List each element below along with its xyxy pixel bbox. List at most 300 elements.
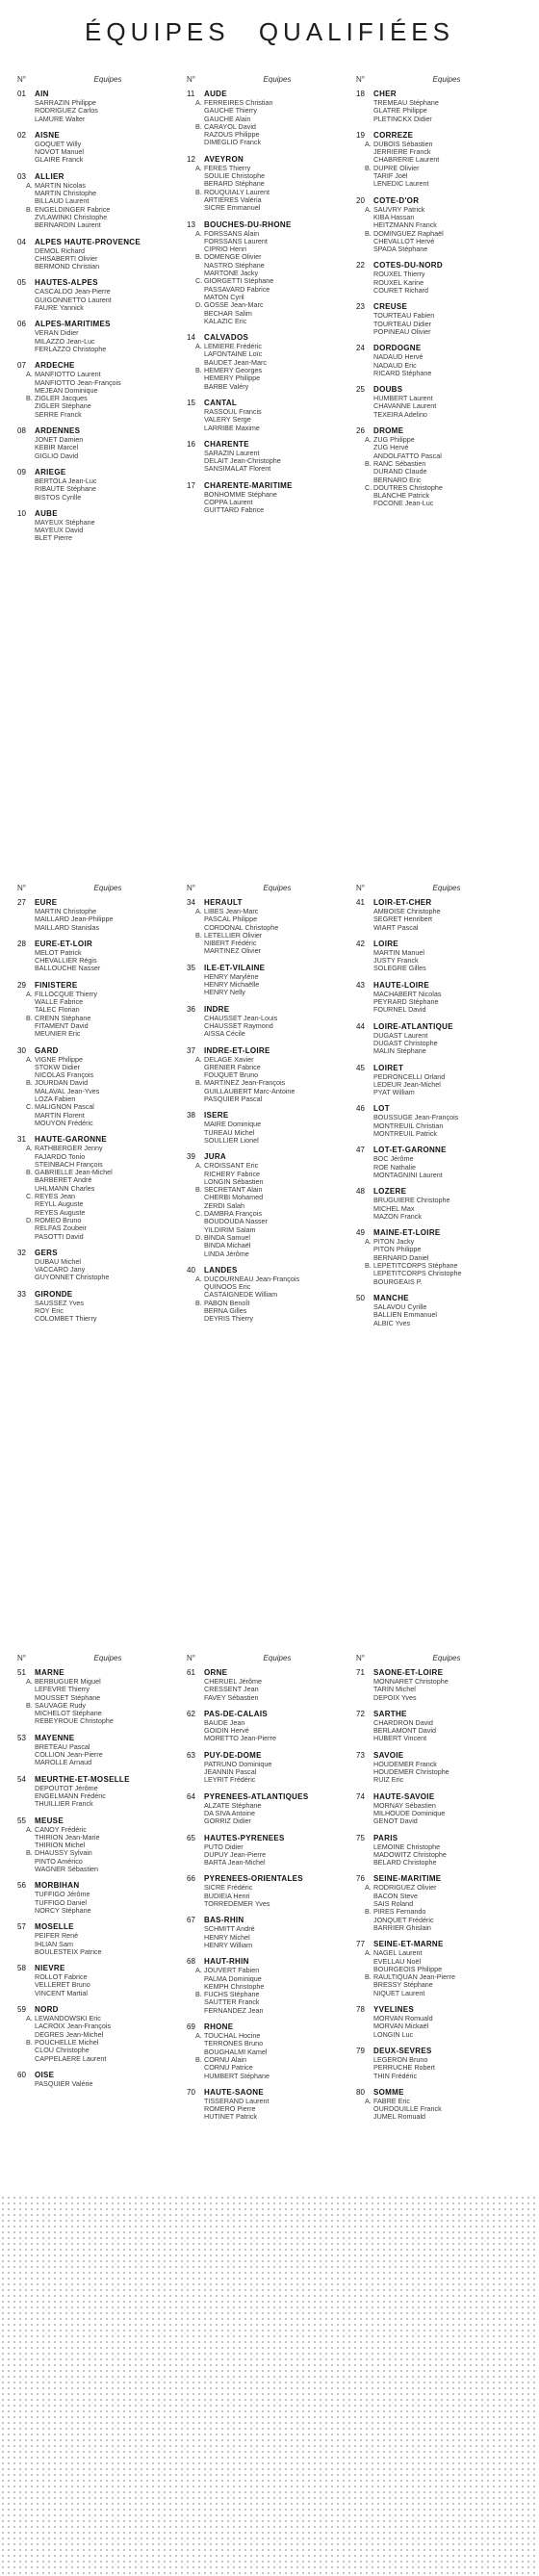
department-number: 66 [187, 1874, 195, 1884]
player-name-text: MONTREUIL Christian [373, 1121, 444, 1130]
team [373, 1761, 520, 1785]
department-number: 29 [17, 980, 26, 990]
player-name [373, 1073, 520, 1081]
team-letter: B. [365, 163, 372, 172]
department-number: 39 [187, 1152, 195, 1162]
department-entry [187, 1710, 350, 1743]
department-entry [17, 940, 181, 973]
department-entry [356, 2005, 520, 2039]
team-letter: A. [195, 1161, 202, 1171]
player-name [195, 342, 350, 351]
player-name-text: MAZON Franck [373, 1211, 422, 1221]
player-name [373, 1802, 520, 1810]
player-name-text: FITAMENT David [35, 1020, 89, 1030]
player-name [204, 425, 350, 432]
department-number: 16 [187, 439, 195, 449]
player-name-text: GOSSE Jean-Marc [204, 300, 264, 310]
department-number: 67 [187, 1916, 195, 1925]
team [204, 408, 350, 432]
player-name [35, 534, 181, 542]
page-title: ÉQUIPES QUALIFIÉES [85, 17, 454, 46]
department-name: LOT-ET-GARONNE [373, 1146, 447, 1155]
department-number: 63 [187, 1750, 195, 1760]
department-name: AIN [35, 90, 49, 98]
department-name: HAUT-RHIN [204, 1957, 249, 1967]
department-entry [17, 320, 181, 353]
player-name-text: DOMENGE Olivier [204, 252, 262, 262]
team-letter: A. [195, 342, 202, 351]
player-name [373, 370, 520, 377]
player-name [373, 99, 520, 107]
department-entry [356, 1064, 520, 1097]
player-name-text: MAILLARD Jean-Philippe [35, 914, 114, 924]
department-entry [187, 898, 350, 956]
department-name: ALPES-MARITIMES [35, 320, 111, 329]
team-letter: A. [26, 989, 33, 998]
player-name-text: HENRY Marylène [204, 971, 259, 981]
player-name [365, 204, 520, 214]
department-name: COTES-DU-NORD [373, 261, 443, 270]
department-name: SAVOIE [373, 1750, 404, 1760]
player-name-text: MARTIN Christophe [35, 907, 97, 915]
team [365, 1972, 520, 1997]
department-name: PYRENEES-ORIENTALES [204, 1874, 303, 1884]
player-name-text: TORREDEMER Yves [204, 1899, 270, 1909]
player-name [204, 989, 350, 996]
player-name [373, 1213, 520, 1221]
player-name [195, 300, 350, 310]
player-name-text: NASTRO Stéphane [204, 260, 265, 270]
player-name-text: LEFEVRE Thierry [35, 1685, 90, 1694]
department-name: HAUTES-PYRENEES [204, 1833, 285, 1842]
player-name-text: REYES Auguste [35, 1207, 86, 1217]
department-name: SEINE-MARITIME [373, 1874, 442, 1884]
team [26, 1078, 181, 1104]
team [35, 247, 181, 271]
player-name-text: JONET Damien [35, 435, 84, 445]
player-name-text: BONHOMME Stéphane [204, 489, 277, 499]
team [204, 1719, 350, 1743]
player-name-text: GIORGETTI Stéphane [204, 276, 274, 286]
player-name [35, 436, 181, 444]
player-name-text: FAURE Yannick [35, 303, 84, 313]
player-name-text: KEBIR Marcel [35, 443, 79, 452]
department-entry [356, 940, 520, 973]
team [373, 991, 520, 1015]
player-name [373, 1155, 520, 1163]
department-entry [187, 1668, 350, 1702]
player-name-text: RIBAUTE Stéphane [35, 484, 96, 494]
player-name-text: LETELLIER Olivier [204, 930, 263, 940]
header-teams-label: Equipes [432, 75, 461, 84]
player-name [373, 1089, 520, 1096]
header-number-label: N° [356, 884, 365, 892]
player-name-text: HEITZMANN Franck [373, 220, 437, 230]
team [373, 99, 520, 123]
player-name-text: BECHAR Salim [204, 308, 252, 318]
team-letter: B. [195, 366, 202, 375]
team [35, 1973, 181, 1997]
player-name-text: THIRION Michel [35, 1841, 86, 1850]
player-name [35, 1030, 181, 1038]
player-name [195, 187, 350, 196]
team-letter: B. [26, 1700, 33, 1710]
department-number: 13 [187, 219, 195, 229]
department-number: 30 [17, 1045, 26, 1055]
team [204, 1925, 350, 1949]
team-letter: A. [365, 1237, 372, 1247]
department-name: JURA [204, 1152, 226, 1162]
department-name: ARDENNES [35, 426, 81, 436]
player-name-text: MAYEUX Stéphane [35, 517, 95, 527]
team [26, 1677, 181, 1702]
header-number-label: N° [187, 75, 195, 84]
player-name-text: FUCHS Stéphane [204, 1990, 260, 1999]
department-entry [356, 344, 520, 377]
player-name [35, 247, 181, 255]
header-teams-label: Equipes [93, 884, 122, 892]
department-entry [356, 1792, 520, 1826]
department-entry [356, 1751, 520, 1785]
department-entry [187, 964, 350, 997]
team [373, 1032, 520, 1056]
team [195, 1078, 350, 1104]
player-name-text: HENRY Nelly [204, 988, 245, 997]
department-number: 53 [17, 1733, 26, 1742]
section-2 [17, 884, 526, 1335]
team [26, 370, 181, 395]
department-number: 45 [356, 1063, 365, 1072]
department-entry [17, 1290, 181, 1324]
player-name [204, 1095, 350, 1103]
department-number: 10 [17, 508, 26, 518]
player-name [373, 2031, 520, 2039]
team [35, 99, 181, 123]
team-letter: C. [365, 482, 372, 492]
player-name-text: NIBERT Frédéric [204, 939, 257, 948]
player-name-text: JERRIERE Franck [373, 147, 431, 157]
department-entry [17, 1046, 181, 1128]
player-name-text: DUBAU Michel [35, 1256, 81, 1266]
department-number: 61 [187, 1668, 195, 1677]
department-name: COTE-D'OR [373, 195, 420, 205]
department-number: 78 [356, 2005, 365, 2015]
player-name [204, 1900, 350, 1908]
department-entry [17, 278, 181, 312]
header-number-label: N° [17, 75, 26, 84]
player-name-text: JUSTY Franck [373, 956, 419, 966]
player-name [373, 245, 520, 253]
team [373, 353, 520, 377]
department-name: HAUTE-SAVOIE [373, 1791, 435, 1801]
player-name-text: MORVAN Romuald [373, 2014, 433, 2023]
player-name-text: CHABRERIE Laurent [373, 155, 440, 165]
player-name [373, 1761, 520, 1768]
team [195, 1298, 350, 1324]
department-number: 07 [17, 361, 26, 371]
player-name-text: COLLION Jean-Pierre [35, 1750, 103, 1760]
department-name: GARD [35, 1045, 59, 1055]
department-entry [187, 2022, 350, 2080]
team [26, 1054, 181, 1080]
department-name: CHARENTE-MARITIME [204, 480, 293, 490]
department-number: 54 [17, 1774, 26, 1784]
player-name [204, 506, 350, 514]
player-name [204, 1761, 350, 1768]
team [195, 1966, 350, 1991]
player-name-text: ROMEO Bruno [35, 1215, 82, 1224]
player-name-text: TEXEIRA Adelino [373, 409, 427, 419]
team-letter: B. [365, 1261, 372, 1271]
player-name [26, 370, 181, 379]
player-name [373, 353, 520, 361]
team-letter: B. [26, 394, 33, 403]
player-name-text: LAFONTAINE Loïc [204, 349, 263, 359]
player-name-text: BERNA Gilles [204, 1305, 247, 1315]
player-name-text: ROLLOT Fabrice [35, 1972, 88, 1982]
player-name [35, 329, 181, 337]
department-name: ILE-ET-VILAINE [204, 963, 266, 972]
team [35, 436, 181, 460]
department-entry [356, 385, 520, 419]
department-name: AUBE [35, 508, 58, 518]
player-name [365, 1948, 520, 1958]
team [35, 1300, 181, 1324]
team [35, 519, 181, 543]
player-name [204, 1942, 350, 1949]
team-letter: B. [195, 252, 202, 262]
department-entry [356, 131, 520, 189]
header-number-label: N° [187, 884, 195, 892]
player-name [195, 1990, 350, 1999]
player-name-text: DEPOUTOT Jérôme [35, 1783, 98, 1792]
player-name-text: BOUDOUDA Nasser [204, 1217, 268, 1226]
team-letter: B. [26, 204, 33, 214]
department-entry [187, 155, 350, 213]
player-name-text: CRESSENT Jean [204, 1685, 259, 1694]
player-name-text: CHERUEL Jérôme [204, 1677, 263, 1686]
player-name-text: MONNARET Christophe [373, 1677, 449, 1686]
player-name [195, 1054, 350, 1064]
player-name-text: VACCARO Jany [35, 1265, 86, 1275]
player-name-text: PITON Jacky [373, 1237, 415, 1247]
department-number: 57 [17, 1922, 26, 1932]
player-name [373, 1990, 520, 1997]
player-name-text: NAGEL Laurent [373, 1948, 423, 1958]
player-name [204, 465, 350, 473]
player-name-text: HENRY Michaëlle [204, 980, 260, 990]
player-name-text: MAILLARD Stanislas [35, 922, 100, 932]
department-name: ARIEGE [35, 467, 66, 477]
department-number: 51 [17, 1668, 26, 1677]
department-number: 03 [17, 171, 26, 181]
player-name [204, 1694, 350, 1702]
player-name-text: DEMOL Richard [35, 245, 86, 255]
department-entry [187, 1874, 350, 1908]
player-name-text: LONGIN Sébastien [204, 1176, 264, 1186]
department-name: ALLIER [35, 171, 64, 181]
player-name-text: PALMA Dominique [204, 1973, 262, 1983]
player-name-text: DIMEGLIO Franck [204, 138, 262, 147]
team-letter: A. [365, 139, 372, 148]
player-name [35, 1948, 181, 1956]
team [365, 2096, 520, 2122]
department-number: 38 [187, 1111, 195, 1121]
player-name-text: FOURNEL David [373, 1005, 426, 1015]
department-name: ORNE [204, 1668, 228, 1677]
team [26, 2037, 181, 2063]
department-entry [187, 1957, 350, 2015]
player-name [204, 450, 350, 457]
department-name: ARDECHE [35, 361, 75, 371]
player-name-text: LACROIX Jean-François [35, 2022, 112, 2031]
player-name [373, 1172, 520, 1179]
team [365, 1907, 520, 1932]
player-name-text: WIART Pascal [373, 922, 419, 932]
department-name: LANDES [204, 1265, 238, 1275]
department-entry [187, 399, 350, 432]
player-name-text: MORNAY Sébastien [373, 1800, 436, 1810]
team [195, 342, 350, 367]
player-name [35, 1907, 181, 1915]
player-name [204, 1719, 350, 1727]
team [373, 949, 520, 973]
player-name-text: BOULESTEIX Patrice [35, 1946, 102, 1956]
department-number: 22 [356, 261, 365, 270]
player-name-text: PASOTTI David [35, 1231, 84, 1241]
player-name-text: ARTIERES Valéria [204, 194, 262, 204]
department-entry [187, 440, 350, 474]
department-entry [17, 898, 181, 932]
player-name-text: BAUDET Jean-Marc [204, 357, 267, 367]
player-name-text: HEMERY Philippe [204, 374, 261, 383]
player-name-text: TUFFIGO Daniel [35, 1897, 87, 1907]
department-number: 62 [187, 1709, 195, 1718]
team [373, 1155, 520, 1179]
player-name-text: REBEYROUE Christophe [35, 1716, 114, 1726]
player-name-text: FORSSANS Laurent [204, 236, 268, 245]
player-name [35, 2080, 181, 2088]
department-name: GIRONDE [35, 1289, 73, 1299]
department-name: OISE [35, 2070, 55, 2079]
department-name: AVEYRON [204, 154, 244, 164]
player-name [204, 139, 350, 146]
team-letter: A. [365, 435, 372, 445]
player-name-text: LEPETITCORPS Christophe [373, 1269, 462, 1278]
player-name-text: MEUNIER Eric [35, 1029, 81, 1039]
player-name-text: RATHBERGER Jenny [35, 1144, 103, 1153]
player-name [365, 435, 520, 445]
player-name-text: NIQUET Laurent [373, 1988, 425, 1997]
team [204, 450, 350, 474]
player-name-text: TOUCHAL Hocine [204, 2031, 261, 2041]
player-name-text: CAPPELAERE Laurent [35, 2053, 107, 2063]
player-name-text: BARTA Jean-Michel [204, 1858, 266, 1868]
department-number: 46 [356, 1104, 365, 1114]
player-name [365, 1237, 520, 1247]
player-name [35, 494, 181, 502]
player-name [365, 458, 520, 468]
player-name-text: BERARD Stéphane [204, 179, 265, 189]
player-name [195, 2054, 350, 2064]
player-name-text: FORSSANS Alain [204, 228, 260, 238]
team [195, 187, 350, 213]
player-name [195, 1274, 350, 1283]
department-number: 73 [356, 1750, 365, 1760]
department-entry [356, 1710, 520, 1743]
player-name-text: BAUDE Jean [204, 1717, 245, 1727]
player-name-text: ALBIC Yves [373, 1318, 411, 1327]
player-name-text: DAMBRA François [204, 1209, 262, 1219]
player-name-text: FABRE Eric [373, 2096, 410, 2105]
team [195, 1054, 350, 1080]
team-letter: A. [365, 1883, 372, 1893]
team-letter: A. [26, 1677, 33, 1686]
department-entry [187, 220, 350, 326]
team [35, 1785, 181, 1809]
player-name-text: MANFIOTTO Jean-François [35, 377, 121, 387]
department-number: 70 [187, 2087, 195, 2097]
player-name [26, 1215, 181, 1224]
department-number: 25 [356, 385, 365, 395]
player-name-text: MARTONE Jacky [204, 269, 259, 278]
player-name-text: CHERBI Mohamed [204, 1193, 264, 1202]
player-name-text: RAZOUS Philippe [204, 130, 260, 140]
player-name [365, 1907, 520, 1917]
department-name: DEUX-SEVRES [373, 2046, 432, 2055]
player-name [373, 1678, 520, 1686]
player-name-text: DELAGE Xavier [204, 1054, 254, 1064]
department-entry [356, 2088, 520, 2122]
player-name-text: RANC Sébastien [373, 458, 426, 468]
player-name-text: VALERY Serge [204, 415, 251, 425]
department-number: 76 [356, 1874, 365, 1884]
player-name [365, 1972, 520, 1982]
player-name [204, 1735, 350, 1742]
player-name-text: PUTO Didier [204, 1842, 244, 1851]
player-name-text: AMBOISE Christophe [373, 907, 441, 915]
department-entry [17, 1964, 181, 1997]
player-name-text: BINDA Michaël [204, 1241, 251, 1250]
player-name-text: CHEVALLOT Hervé [373, 236, 435, 245]
team-letter: A. [26, 1144, 33, 1153]
team [35, 949, 181, 973]
player-name-text: TOURTEAU Didier [373, 319, 432, 328]
player-name-text: VIGNE Philippe [35, 1054, 83, 1064]
column-header [356, 1654, 520, 1662]
team-letter: A. [365, 2096, 372, 2105]
department-name: LOIRE [373, 939, 398, 948]
department-entry [17, 1775, 181, 1809]
player-name [204, 318, 350, 325]
team [204, 1802, 350, 1826]
team [26, 1824, 181, 1850]
player-name-text: HOUDEMER Christophe [373, 1767, 449, 1777]
player-name [373, 1694, 520, 1702]
department-name: MARNE [35, 1668, 64, 1677]
player-name [365, 139, 520, 148]
player-name-text: LEDEUR Jean-Michel [373, 1079, 441, 1089]
player-name-text: BRUGUIERE Christophe [373, 1196, 450, 1205]
player-name [204, 1859, 350, 1867]
player-name [365, 228, 520, 238]
player-name-text: ZIGLER Stéphane [35, 401, 91, 411]
department-number: 26 [356, 426, 365, 436]
player-name-text: BALLOUCHE Nasser [35, 964, 101, 973]
team [373, 2056, 520, 2080]
department-entry [187, 1005, 350, 1039]
player-name [204, 1802, 350, 1810]
